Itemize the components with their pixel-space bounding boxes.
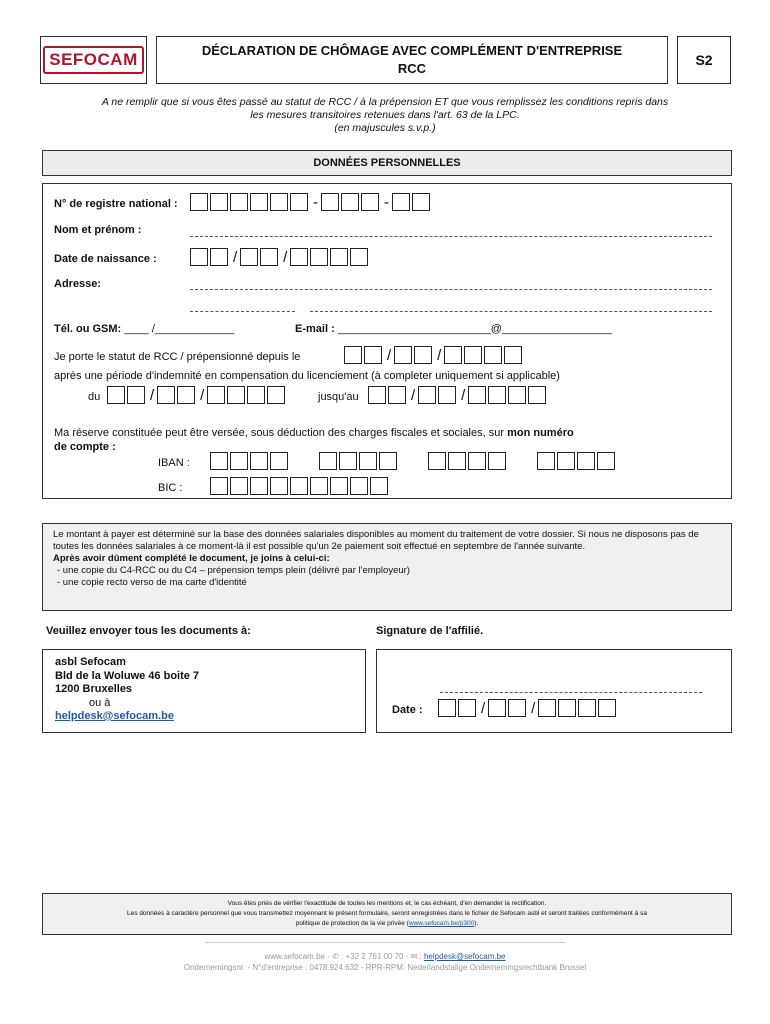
- adresse-label: Adresse:: [54, 278, 102, 290]
- addr-line4: ou à: [89, 696, 111, 709]
- input-cell[interactable]: [577, 452, 595, 470]
- footer-email-link[interactable]: helpdesk@sefocam.be: [423, 952, 506, 961]
- input-cell[interactable]: [290, 193, 308, 211]
- input-cell[interactable]: [359, 452, 377, 470]
- footer-line1: [0, 951, 770, 962]
- nom-field[interactable]: [190, 236, 712, 237]
- input-cell[interactable]: [468, 386, 486, 404]
- footer: [0, 951, 770, 973]
- tel-field[interactable]: ____ /_____________: [124, 323, 235, 335]
- logo-text: SEFOCAM: [49, 50, 138, 69]
- info-item1: - une copie du C4-RCC ou du C4 – prépension temps plein (délivré par l'employeur): [57, 565, 410, 576]
- info-box: [42, 523, 732, 611]
- input-cell[interactable]: [370, 477, 388, 495]
- privacy-link[interactable]: www.sefocam.be/p300: [408, 920, 475, 927]
- input-cell[interactable]: [558, 699, 576, 717]
- input-cell[interactable]: [444, 346, 462, 364]
- input-cell[interactable]: [597, 452, 615, 470]
- input-cell[interactable]: [210, 477, 228, 495]
- input-cell[interactable]: [379, 452, 397, 470]
- intro-line1: A ne remplir que si vous êtes passé au statut de RCC / à la prépension ET que vous remplissez les conditions repris dans: [101, 96, 669, 108]
- nom-label: Nom et prénom :: [54, 224, 142, 236]
- input-cell[interactable]: [267, 386, 285, 404]
- iban-label: IBAN :: [158, 457, 190, 469]
- reserve-text-line2: de compte :: [54, 441, 116, 453]
- privacy-line3-pre: politique de protection de la vie privée (: [295, 920, 409, 927]
- input-cell[interactable]: [247, 386, 265, 404]
- rcc-text: Je porte le statut de RCC / prépensionné depuis le: [54, 351, 301, 363]
- input-cell[interactable]: [368, 386, 386, 404]
- input-cell[interactable]: [341, 193, 359, 211]
- separator: /: [387, 346, 392, 364]
- input-cell[interactable]: [250, 452, 268, 470]
- input-cell[interactable]: [210, 193, 228, 211]
- registre-field[interactable]: [190, 193, 432, 211]
- separator: -: [313, 193, 318, 211]
- input-cell[interactable]: [364, 346, 382, 364]
- signature-label: Signature de l'affilié.: [376, 625, 484, 637]
- input-cell[interactable]: [488, 699, 506, 717]
- privacy-line1: Vous êtes priés de vérifier l'exactitude de toutes les mentions et, le cas échéant, d'en demander la rectification.: [227, 900, 547, 907]
- input-cell[interactable]: [428, 452, 446, 470]
- title-box: [156, 36, 668, 84]
- input-cell[interactable]: [177, 386, 195, 404]
- input-cell[interactable]: [190, 193, 208, 211]
- addr-line1: asbl Sefocam: [55, 656, 126, 668]
- input-cell[interactable]: [190, 248, 208, 266]
- separator: /: [150, 386, 155, 404]
- separator: /: [461, 386, 466, 404]
- input-cell[interactable]: [392, 193, 410, 211]
- separator: -: [384, 193, 389, 211]
- registre-label: N° de registre national :: [54, 198, 178, 210]
- tel-label: Tél. ou GSM:: [54, 323, 122, 335]
- form-title: DÉCLARATION DE CHÔMAGE AVEC COMPLÉMENT D'ENTREPRISE: [201, 43, 623, 58]
- reserve-text-bold: mon numéro: [507, 427, 574, 439]
- input-cell[interactable]: [319, 452, 337, 470]
- du-label: du: [88, 391, 101, 403]
- input-cell[interactable]: [127, 386, 145, 404]
- date-label: Date :: [392, 704, 423, 716]
- input-cell[interactable]: [537, 452, 555, 470]
- footer-line2: Ondernemingsnr. - N°d'entreprise : 0478.924.632 - RPR-RPM: Nederlandstalige Ondernemingsrechtbank Brussel: [183, 963, 587, 972]
- intro-text: [30, 96, 740, 135]
- input-cell[interactable]: [250, 477, 268, 495]
- du-date-field[interactable]: [107, 386, 287, 404]
- email-field[interactable]: _________________________@__________________: [337, 323, 613, 335]
- logo-box: [40, 36, 147, 84]
- form-code: S2: [695, 52, 713, 68]
- input-cell[interactable]: [310, 477, 328, 495]
- helpdesk-email-link[interactable]: helpdesk@sefocam.be: [55, 710, 174, 722]
- periode-text: après une période d'indemnité en compensation du licenciement (à completer uniquement si applicable): [54, 370, 560, 382]
- adresse-field-1[interactable]: [190, 289, 712, 290]
- input-cell[interactable]: [361, 193, 379, 211]
- input-cell[interactable]: [438, 699, 456, 717]
- section-title-box: [42, 150, 732, 176]
- jusquau-label: jusqu'au: [318, 391, 359, 403]
- input-cell[interactable]: [270, 193, 288, 211]
- form-title-line2: RCC: [397, 61, 427, 76]
- sefocam-logo: [43, 46, 144, 74]
- signature-field[interactable]: [440, 692, 702, 693]
- bic-field[interactable]: [210, 477, 390, 495]
- iban-field[interactable]: [210, 452, 617, 470]
- section-title: DONNÉES PERSONNELLES: [313, 157, 461, 169]
- addr-line3: 1200 Bruxelles: [55, 683, 133, 695]
- info-joins: Après avoir dûment complété le document, je joins à celui-ci:: [53, 553, 330, 564]
- input-cell[interactable]: [418, 386, 436, 404]
- input-cell[interactable]: [412, 193, 430, 211]
- naissance-field[interactable]: [190, 248, 370, 266]
- bic-label: BIC :: [158, 482, 183, 494]
- input-cell[interactable]: [488, 452, 506, 470]
- separator: /: [233, 248, 238, 266]
- input-cell[interactable]: [484, 346, 502, 364]
- input-cell[interactable]: [290, 248, 308, 266]
- send-label: Veuillez envoyer tous les documents à:: [46, 625, 251, 637]
- addr-line2: Bld de la Woluwe 46 boite 7: [55, 669, 200, 682]
- separator: /: [531, 699, 536, 717]
- separator: /: [200, 386, 205, 404]
- privacy-line2: Les données à caractère personnel que vous transmettez moyennant le présent formulaire, seront enregistrées dans le fichier de Sefocam asbl et seront traitées conformément à sa: [127, 910, 647, 917]
- adresse-field-2a[interactable]: [190, 311, 295, 312]
- input-cell[interactable]: [344, 346, 362, 364]
- signature-box: [376, 649, 732, 733]
- input-cell[interactable]: [250, 193, 268, 211]
- input-cell[interactable]: [157, 386, 175, 404]
- input-cell[interactable]: [508, 699, 526, 717]
- naissance-label: Date de naissance :: [54, 253, 157, 265]
- reserve-text-pre: Ma réserve constituée peut être versée, sous déduction des charges fiscales et sociales, sur: [54, 427, 508, 439]
- input-cell[interactable]: [270, 452, 288, 470]
- email-row: [295, 323, 612, 335]
- input-cell[interactable]: [528, 386, 546, 404]
- input-cell[interactable]: [394, 346, 412, 364]
- input-cell[interactable]: [107, 386, 125, 404]
- input-cell[interactable]: [260, 248, 278, 266]
- input-cell[interactable]: [230, 452, 248, 470]
- input-cell[interactable]: [310, 248, 328, 266]
- address-box: [42, 649, 366, 733]
- input-cell[interactable]: [230, 193, 248, 211]
- input-cell[interactable]: [227, 386, 245, 404]
- input-cell[interactable]: [414, 346, 432, 364]
- footer-divider: [205, 942, 565, 943]
- input-cell[interactable]: [464, 346, 482, 364]
- input-cell[interactable]: [538, 699, 556, 717]
- adresse-field-2b[interactable]: [310, 311, 712, 312]
- input-cell[interactable]: [438, 386, 456, 404]
- input-cell[interactable]: [557, 452, 575, 470]
- input-cell[interactable]: [339, 452, 357, 470]
- input-cell[interactable]: [350, 477, 368, 495]
- info-para: Le montant à payer est déterminé sur la base des données salariales disponibles au moment du traitement de votre dossier. Si nous ne disposons pas de toutes les données salariales à ce moment-là il est possible qu'un 2e paiement soit effectué en septembre de l'année suivante.: [53, 529, 699, 552]
- input-cell[interactable]: [388, 386, 406, 404]
- jusquau-date-field[interactable]: [368, 386, 548, 404]
- input-cell[interactable]: [458, 699, 476, 717]
- reserve-text: [54, 426, 714, 454]
- input-cell[interactable]: [350, 248, 368, 266]
- intro-line2: les mesures transitoires retenues dans l'art. 63 de la LPC.: [250, 109, 520, 121]
- footer-contacts: www.sefocam.be - ✆ : +32 2 761 00 70 - ✉ :: [264, 952, 424, 961]
- input-cell[interactable]: [321, 193, 339, 211]
- input-cell[interactable]: [270, 477, 288, 495]
- input-cell[interactable]: [468, 452, 486, 470]
- tel-row: [54, 323, 234, 335]
- signature-date-field[interactable]: [438, 699, 618, 717]
- code-box: [677, 36, 731, 84]
- input-cell[interactable]: [207, 386, 225, 404]
- privacy-box: [42, 893, 732, 935]
- input-cell[interactable]: [210, 248, 228, 266]
- input-cell[interactable]: [210, 452, 228, 470]
- email-label: E-mail :: [295, 323, 335, 335]
- separator: /: [411, 386, 416, 404]
- input-cell[interactable]: [230, 477, 248, 495]
- input-cell[interactable]: [504, 346, 522, 364]
- input-cell[interactable]: [448, 452, 466, 470]
- separator: /: [437, 346, 442, 364]
- input-cell[interactable]: [240, 248, 258, 266]
- privacy-line3-post: ).: [474, 920, 479, 927]
- rcc-date-field[interactable]: [344, 346, 524, 364]
- input-cell[interactable]: [290, 477, 308, 495]
- intro-line3: (en majuscules s.v.p.): [334, 122, 436, 134]
- separator: /: [283, 248, 288, 266]
- input-cell[interactable]: [330, 477, 348, 495]
- separator: /: [481, 699, 486, 717]
- input-cell[interactable]: [330, 248, 348, 266]
- input-cell[interactable]: [508, 386, 526, 404]
- input-cell[interactable]: [598, 699, 616, 717]
- input-cell[interactable]: [488, 386, 506, 404]
- info-item2: - une copie recto verso de ma carte d'identité: [57, 577, 247, 588]
- privacy-line3: [43, 919, 731, 929]
- input-cell[interactable]: [578, 699, 596, 717]
